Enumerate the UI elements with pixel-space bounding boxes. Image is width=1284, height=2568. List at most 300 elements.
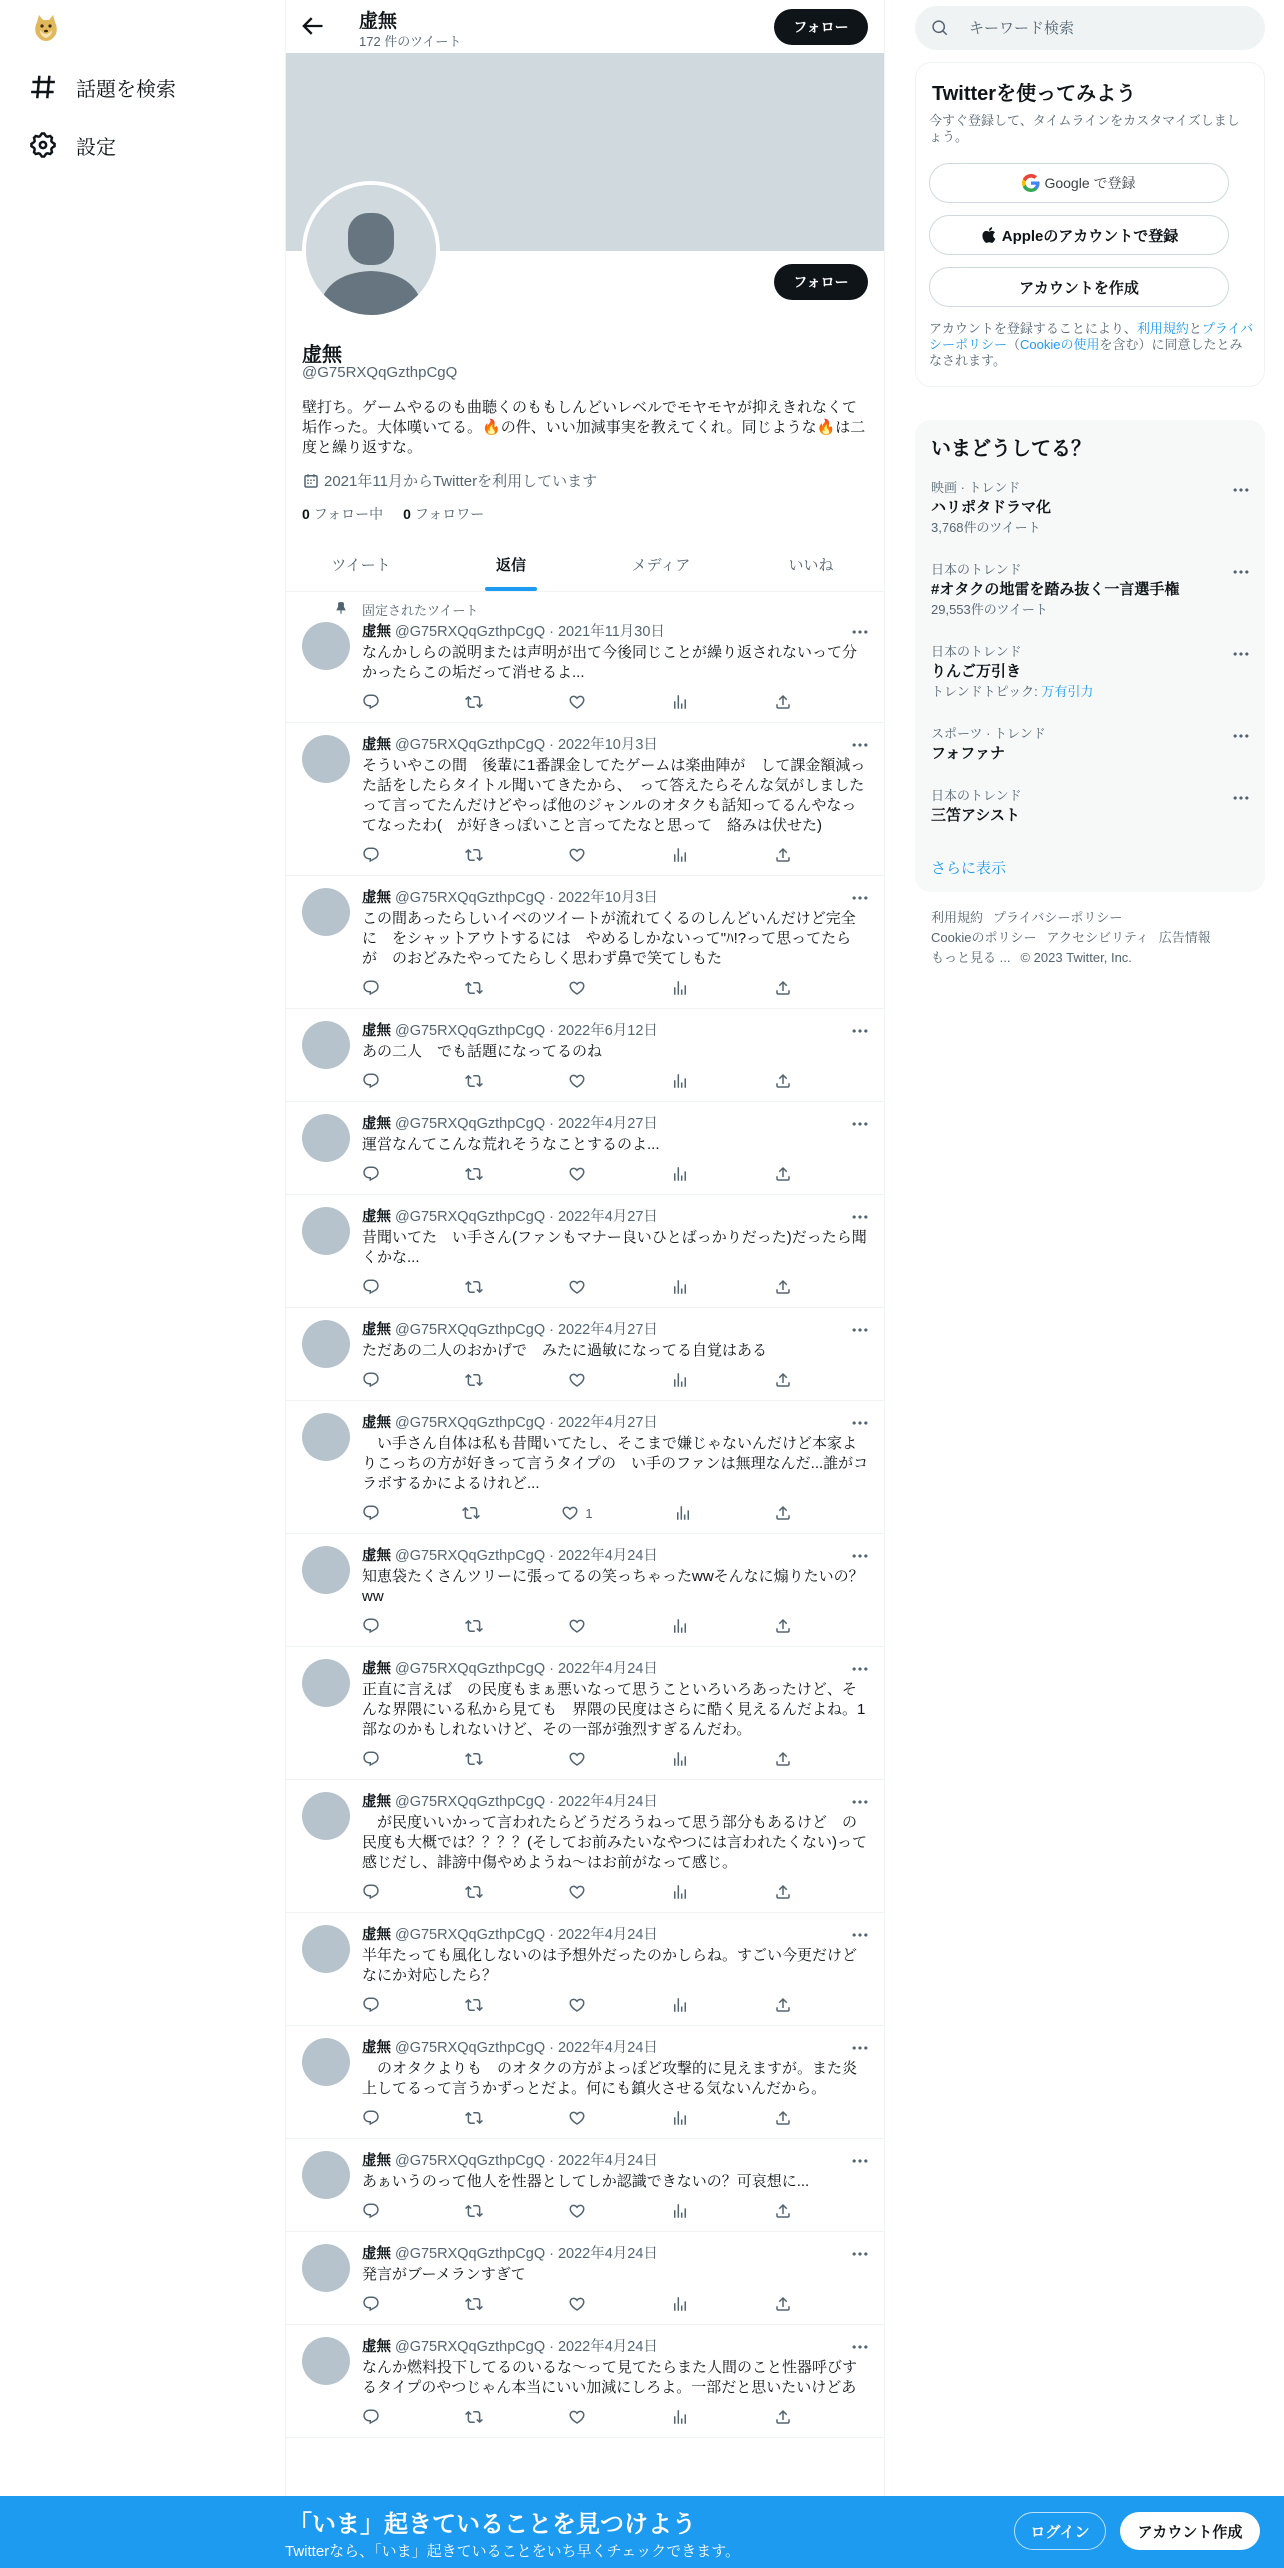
tab-media[interactable]: メディア [631, 557, 691, 574]
back-button[interactable] [298, 12, 326, 40]
retweet-icon [465, 2109, 483, 2127]
share-icon [774, 2295, 792, 2313]
tweet-date[interactable]: 2022年10月3日 [557, 737, 658, 753]
tweet[interactable] [286, 2139, 885, 2232]
tweet-header [362, 1792, 870, 1812]
tweet-date[interactable]: 2021年11月30日 [557, 624, 665, 640]
retweet-button[interactable] [465, 1882, 483, 1902]
share-button[interactable] [774, 2201, 792, 2221]
trend-item[interactable] [931, 726, 1251, 764]
signup-card [915, 62, 1265, 387]
views-button[interactable] [671, 2294, 689, 2314]
tweet-author-handle[interactable]: @G75RXQqGzthpCgQ [395, 1415, 546, 1431]
signup-title: Twitterを使ってみよう [932, 83, 1137, 105]
tweet-avatar[interactable] [302, 2337, 350, 2385]
retweet-button[interactable] [465, 1616, 483, 1636]
reply-icon [362, 2295, 380, 2313]
trend-name: #オタクの地雷を踏み抜く一言選手権 [931, 581, 1180, 598]
tab-tweets[interactable]: ツイート [331, 557, 391, 574]
views-button[interactable] [671, 692, 689, 712]
tweet-author-name[interactable]: 虚無 [362, 1415, 391, 1431]
fire-emoji-icon: 🔥 [482, 419, 501, 436]
following-count: 0 [302, 506, 310, 522]
like-button[interactable] [568, 1882, 586, 1902]
trend-name: ハリポタドラマ化 [931, 499, 1052, 516]
tweet-author-handle[interactable]: @G75RXQqGzthpCgQ [395, 1794, 546, 1810]
like-button[interactable] [568, 845, 586, 865]
like-icon [568, 693, 586, 711]
tweet-author-name[interactable]: 虚無 [362, 1927, 391, 1943]
tweet-author-name[interactable]: 虚無 [362, 1116, 391, 1132]
more-options-icon[interactable] [850, 2244, 870, 2264]
tweet-avatar[interactable] [302, 2038, 350, 2086]
reply-button[interactable] [362, 1882, 380, 1902]
views-button[interactable] [671, 2407, 689, 2427]
separator-dot: · [549, 1794, 554, 1810]
tweet-header [362, 1114, 870, 1134]
footer-links [931, 908, 1251, 968]
tweet[interactable] [286, 1195, 885, 1308]
separator-dot: · [549, 624, 554, 640]
share-button[interactable] [774, 1277, 792, 1297]
privacy-link[interactable]: プライバシーポリシー [929, 321, 1254, 352]
tweet[interactable] [286, 1009, 885, 1102]
share-button[interactable] [774, 1749, 792, 1769]
retweet-button[interactable] [465, 1277, 483, 1297]
views-button[interactable] [671, 2201, 689, 2221]
tweet-author-handle[interactable]: @G75RXQqGzthpCgQ [395, 2246, 546, 2262]
separator-dot: · [549, 1209, 554, 1225]
tweet-text: ただあの二人のおかげで みたに過敏になってる自覚はある [362, 1342, 768, 1359]
tweet-author-handle[interactable]: @G75RXQqGzthpCgQ [395, 1661, 546, 1677]
retweet-button[interactable] [465, 1370, 483, 1390]
trend-item[interactable] [931, 480, 1251, 536]
more-options-icon[interactable] [850, 2337, 870, 2357]
more-options-icon[interactable] [850, 1207, 870, 1227]
retweet-button[interactable] [465, 1071, 483, 1091]
more-options-icon[interactable] [850, 1925, 870, 1945]
more-options-icon[interactable] [850, 1659, 870, 1679]
tweet-date[interactable]: 2022年10月3日 [557, 890, 658, 906]
retweet-button[interactable] [465, 845, 483, 865]
profile-avatar[interactable] [302, 181, 440, 319]
like-icon [568, 1371, 586, 1389]
trend-more-icon[interactable] [1231, 644, 1251, 664]
separator-dot: · [549, 890, 554, 906]
retweet-button[interactable] [465, 1749, 483, 1769]
reply-button[interactable] [362, 692, 380, 712]
tweet-date[interactable]: 2022年4月24日 [557, 2339, 658, 2355]
tweet[interactable] [286, 1647, 885, 1780]
reply-button[interactable] [362, 2294, 380, 2314]
tweet-date[interactable]: 2022年6月12日 [557, 1023, 658, 1039]
tweet[interactable] [286, 1780, 885, 1913]
tweet-avatar[interactable] [302, 2244, 350, 2292]
tweet[interactable] [286, 1401, 885, 1534]
footer-terms-link[interactable]: 利用規約 [931, 910, 984, 925]
trend-more-icon[interactable] [1231, 480, 1251, 500]
tweet-actions [362, 845, 792, 865]
tweet-avatar[interactable] [302, 1320, 350, 1368]
like-button[interactable] [568, 1071, 586, 1091]
like-button[interactable] [568, 2294, 586, 2314]
footer-row [931, 928, 1251, 948]
share-button[interactable] [774, 2294, 792, 2314]
apple-signup-button[interactable] [929, 215, 1229, 255]
views-icon [671, 846, 689, 864]
like-icon [568, 979, 586, 997]
trend-context: 映画 · トレンド [931, 480, 1021, 495]
tweet-author-handle[interactable]: @G75RXQqGzthpCgQ [395, 2153, 546, 2169]
tweet-author-name[interactable]: 虚無 [362, 2246, 391, 2262]
share-button[interactable] [774, 1503, 792, 1523]
profile-header-bar [286, 0, 885, 53]
tweet-avatar[interactable] [302, 1546, 350, 1594]
separator-dot: · [549, 2153, 554, 2169]
reply-button[interactable] [362, 1616, 380, 1636]
views-icon [671, 2408, 689, 2426]
tweet-date[interactable]: 2022年4月24日 [557, 2153, 658, 2169]
share-icon [774, 1750, 792, 1768]
share-icon [774, 693, 792, 711]
retweet-button[interactable] [465, 2108, 483, 2128]
tweet-author-handle[interactable]: @G75RXQqGzthpCgQ [395, 890, 546, 906]
header-follow-button[interactable]: フォロー [774, 9, 868, 45]
tweet-date[interactable]: 2022年4月24日 [557, 2246, 658, 2262]
tweet-author-handle[interactable]: @G75RXQqGzthpCgQ [395, 1209, 546, 1225]
views-button[interactable] [671, 1277, 689, 1297]
tweet-author-name[interactable]: 虚無 [362, 624, 391, 640]
reply-icon [362, 1617, 380, 1635]
tweet-author-name[interactable]: 虚無 [362, 1661, 391, 1677]
views-button[interactable] [671, 1164, 689, 1184]
share-button[interactable] [774, 1616, 792, 1636]
like-button[interactable] [568, 1995, 586, 2015]
tweet-author-handle[interactable]: @G75RXQqGzthpCgQ [395, 2339, 546, 2355]
share-button[interactable] [774, 845, 792, 865]
tweet-actions [362, 1503, 792, 1523]
reply-icon [362, 1504, 380, 1522]
retweet-button[interactable] [465, 1164, 483, 1184]
footer-more-link[interactable]: もっと見る ... [931, 950, 1011, 965]
trend-topic-link[interactable]: 万有引力 [1041, 684, 1094, 699]
tweet-avatar[interactable] [302, 1207, 350, 1255]
nav-settings-label: 設定 [76, 136, 116, 159]
tweet-avatar[interactable] [302, 1925, 350, 1973]
tweet-date[interactable]: 2022年4月27日 [557, 1322, 658, 1338]
reply-button[interactable] [362, 1164, 380, 1184]
tweet-author-handle[interactable]: @G75RXQqGzthpCgQ [395, 1548, 546, 1564]
like-button[interactable] [568, 1749, 586, 1769]
fire-emoji-icon: 🔥 [816, 419, 836, 436]
trend-context: 日本のトレンド [931, 788, 1022, 803]
more-options-icon[interactable] [850, 1792, 870, 1812]
tweet-actions [362, 2407, 792, 2427]
tweet-header [362, 2038, 870, 2058]
more-options-icon[interactable] [850, 1021, 870, 1041]
tweet-text: が民度いいかって言われたらどうだろうねって思う部分もあるけど の民度も大概では？？？？(そしてお前みたいなやつには言われたくない)って感じだし、誹謗中傷やめようね〜はお前がなって感じ。 [362, 1814, 867, 1871]
like-button[interactable] [568, 2407, 586, 2427]
tweet-text: い手さん自体は私も昔聞いてたし、そこまで嫌じゃないんだけど本家よりこっちの方が好きって言うタイプの い手のファンは無理なんだ...誰がコラボするかによるけれど... [362, 1435, 869, 1492]
reply-button[interactable] [362, 2407, 380, 2427]
more-options-icon[interactable] [850, 2038, 870, 2058]
share-icon [774, 1278, 792, 1296]
tweet-text: なんか燃料投下してるのいるな〜って見てたらまた人間のこと性器呼びするタイプのやつじゃん本当にいい加減にしろよ。一部だと思いたいけどあ [362, 2359, 858, 2396]
tweet-actions [362, 978, 792, 998]
tweet-author-name[interactable]: 虚無 [362, 1322, 391, 1338]
nav-explore[interactable] [28, 65, 196, 109]
tweet-text: 半年たっても風化しないのは予想外だったのかしらね。すごい今更だけどなにか対応したら？ [362, 1947, 858, 1984]
reply-button[interactable] [362, 2108, 380, 2128]
hashtag-icon [28, 72, 58, 102]
reply-button[interactable] [362, 1995, 380, 2015]
tweet-text: 知恵袋たくさんツリーに張ってるの笑っちゃったwwそんなに煽りたいの？ww [362, 1568, 864, 1605]
tweet-avatar[interactable] [302, 1659, 350, 1707]
footer-accessibility-link[interactable]: アクセシビリティ [1046, 930, 1149, 945]
terms-link[interactable]: 利用規約 [1136, 321, 1189, 336]
tweet[interactable] [286, 1102, 885, 1195]
share-button[interactable] [774, 692, 792, 712]
tab-likes[interactable]: いいね [788, 557, 834, 574]
signup-button[interactable]: アカウント作成 [1120, 2512, 1260, 2550]
reply-button[interactable] [362, 1370, 380, 1390]
tweet-author-name[interactable]: 虚無 [362, 1209, 391, 1225]
views-icon [671, 979, 689, 997]
reply-icon [362, 693, 380, 711]
reply-icon [362, 1072, 380, 1090]
more-options-icon[interactable] [850, 735, 870, 755]
views-button[interactable] [671, 845, 689, 865]
tweet-author-handle[interactable]: @G75RXQqGzthpCgQ [395, 1116, 546, 1132]
like-button[interactable] [568, 1616, 586, 1636]
followers-count: 0 [403, 506, 411, 522]
following-label: フォロー中 [313, 506, 384, 522]
more-options-icon[interactable] [850, 2151, 870, 2171]
trend-more-icon[interactable] [1231, 788, 1251, 808]
share-icon [774, 846, 792, 864]
doge-logo-icon[interactable] [30, 12, 62, 44]
nav-settings[interactable] [28, 123, 136, 167]
more-options-icon[interactable] [850, 888, 870, 908]
views-button[interactable] [671, 1370, 689, 1390]
retweet-button[interactable] [465, 692, 483, 712]
retweet-icon [465, 1165, 483, 1183]
reply-icon [362, 2109, 380, 2127]
reply-button[interactable] [362, 1749, 380, 1769]
tweet-avatar[interactable] [302, 1413, 350, 1461]
tweet-avatar[interactable] [302, 888, 350, 936]
search-box [915, 6, 1265, 50]
cookie-link[interactable]: Cookieの使用 [1020, 337, 1100, 352]
tweet-header [362, 1207, 870, 1227]
tweet[interactable] [286, 2026, 885, 2139]
like-icon [568, 1072, 586, 1090]
tweet-header [362, 2337, 870, 2357]
like-button[interactable] [568, 978, 586, 998]
like-button[interactable] [568, 1370, 586, 1390]
tweet-header [362, 735, 870, 755]
following-link[interactable] [302, 504, 383, 524]
tweet-date[interactable]: 2022年4月24日 [557, 1794, 658, 1810]
tweet-author-handle[interactable]: @G75RXQqGzthpCgQ [395, 2040, 546, 2056]
reply-button[interactable] [362, 978, 380, 998]
tweet[interactable] [286, 723, 885, 876]
views-button[interactable] [671, 1995, 689, 2015]
share-icon [774, 1617, 792, 1635]
pin-icon [334, 601, 348, 615]
share-button[interactable] [774, 2407, 792, 2427]
like-button[interactable] [568, 692, 586, 712]
trend-item[interactable] [931, 788, 1251, 826]
views-icon [671, 2202, 689, 2220]
views-button[interactable] [671, 1749, 689, 1769]
views-icon [674, 1504, 692, 1522]
tweet-date[interactable]: 2022年4月27日 [557, 1116, 658, 1132]
tweet-author-handle[interactable]: @G75RXQqGzthpCgQ [395, 1023, 546, 1039]
like-button[interactable] [568, 2201, 586, 2221]
create-account-button[interactable]: アカウントを作成 [929, 267, 1229, 307]
views-button[interactable] [674, 1503, 692, 1523]
tweet-avatar[interactable] [302, 1792, 350, 1840]
more-options-icon[interactable] [850, 1546, 870, 1566]
tweet-avatar[interactable] [302, 735, 350, 783]
tweet-avatar[interactable] [302, 622, 350, 670]
tweet-text: この間あったらしいイベのツイートが流れてくるのしんどいんだけど完全に をシャットアウトするには やめるしかないって"ﾊ!?って思ってたら が のおどみたやってたらしく思わず鼻で笑てしもた [362, 910, 867, 967]
trend-item[interactable] [931, 644, 1251, 700]
tweet-date[interactable]: 2022年4月27日 [557, 1209, 658, 1225]
search-input[interactable] [969, 20, 1229, 37]
views-button[interactable] [671, 1882, 689, 1902]
footer-privacy-link[interactable]: プライバシーポリシー [993, 910, 1123, 925]
profile-follow-button[interactable]: フォロー [774, 264, 868, 300]
retweet-button[interactable] [465, 1995, 483, 2015]
footer-ads-link[interactable]: 広告情報 [1158, 930, 1211, 945]
tweet-text: のオタクよりも のオタクの方がよっぽど攻撃的に見えますが。また炎上してるって言うかずっとだよ。何にも鎮火させる気ないんだから。 [362, 2060, 858, 2097]
share-button[interactable] [774, 1370, 792, 1390]
tweet-author-name[interactable]: 虚無 [362, 1794, 391, 1810]
tweet-author-handle[interactable]: @G75RXQqGzthpCgQ [395, 1927, 546, 1943]
tweet[interactable] [286, 876, 885, 1009]
tweet-author-name[interactable]: 虚無 [362, 2153, 391, 2169]
profile-bio [302, 398, 870, 458]
tweet-date[interactable]: 2022年4月27日 [557, 1415, 658, 1431]
tweet-author-name[interactable]: 虚無 [362, 737, 391, 753]
share-button[interactable] [774, 978, 792, 998]
reply-button[interactable] [362, 2201, 380, 2221]
like-button[interactable] [568, 2108, 586, 2128]
tweet-date[interactable]: 2022年4月24日 [557, 1927, 658, 1943]
retweet-button[interactable] [465, 978, 483, 998]
tweet-avatar[interactable] [302, 1114, 350, 1162]
tweet-header [362, 1413, 870, 1433]
retweet-button[interactable] [462, 1503, 480, 1523]
views-button[interactable] [671, 978, 689, 998]
tweet[interactable] [286, 2232, 885, 2325]
more-options-icon[interactable] [850, 1320, 870, 1340]
tweet[interactable] [286, 1308, 885, 1401]
views-button[interactable] [671, 2108, 689, 2128]
more-options-icon[interactable] [850, 1114, 870, 1134]
tweet[interactable] [286, 1913, 885, 2026]
tweet-author-handle[interactable]: @G75RXQqGzthpCgQ [395, 737, 546, 753]
tweet-author-name[interactable]: 虚無 [362, 1023, 391, 1039]
reply-button[interactable] [362, 845, 380, 865]
like-icon [568, 2109, 586, 2127]
like-button[interactable] [568, 1164, 586, 1184]
tweet-actions [362, 1995, 792, 2015]
share-button[interactable] [774, 1164, 792, 1184]
separator-dot: · [549, 1116, 554, 1132]
gear-icon [28, 130, 58, 160]
trend-more-icon[interactable] [1231, 562, 1251, 582]
footer-cookie-link[interactable]: Cookieのポリシー [931, 930, 1037, 945]
tweet-avatar[interactable] [302, 1021, 350, 1069]
views-button[interactable] [671, 1616, 689, 1636]
login-button[interactable]: ログイン [1014, 2512, 1106, 2550]
trend-item[interactable] [931, 562, 1251, 618]
share-button[interactable] [774, 1995, 792, 2015]
tweet-actions [362, 1277, 792, 1297]
share-icon [774, 1504, 792, 1522]
tweet-avatar[interactable] [302, 2151, 350, 2199]
retweet-button[interactable] [465, 2407, 483, 2427]
tweet-author-handle[interactable]: @G75RXQqGzthpCgQ [395, 1322, 546, 1338]
tweet-date[interactable]: 2022年4月24日 [557, 1548, 658, 1564]
reply-button[interactable] [362, 1503, 380, 1523]
tweet-text: 発言がブーメランすぎて [362, 2266, 526, 2283]
trends-show-more-link[interactable]: さらに表示 [931, 860, 1007, 877]
legal-text: アカウントを登録することにより、 [929, 321, 1137, 336]
tweet-header [362, 1320, 870, 1340]
footer-copyright: © 2023 Twitter, Inc. [1020, 950, 1132, 965]
retweet-button[interactable] [465, 2201, 483, 2221]
tweet-author-name[interactable]: 虚無 [362, 1548, 391, 1564]
tweet[interactable] [286, 592, 885, 723]
views-button[interactable] [671, 1071, 689, 1091]
tweet-author-handle[interactable]: @G75RXQqGzthpCgQ [395, 624, 546, 640]
tweet-author-name[interactable]: 虚無 [362, 2339, 391, 2355]
tweet[interactable] [286, 1534, 885, 1647]
tweet-author-name[interactable]: 虚無 [362, 890, 391, 906]
pinned-text: 固定されたツイート [362, 603, 479, 618]
tweet-date[interactable]: 2022年4月24日 [557, 2040, 658, 2056]
like-icon [561, 1504, 579, 1522]
like-icon [568, 1278, 586, 1296]
like-button[interactable] [568, 1277, 586, 1297]
share-button[interactable] [774, 1071, 792, 1091]
tweet-author-name[interactable]: 虚無 [362, 2040, 391, 2056]
tweet-date[interactable]: 2022年4月24日 [557, 1661, 658, 1677]
header-profile-name: 虚無 [359, 11, 398, 32]
like-icon [568, 846, 586, 864]
calendar-icon [302, 472, 320, 490]
google-signup-button[interactable] [929, 163, 1229, 203]
like-button[interactable] [561, 1503, 592, 1523]
retweet-button[interactable] [465, 2294, 483, 2314]
share-button[interactable] [774, 2108, 792, 2128]
reply-button[interactable] [362, 1277, 380, 1297]
followers-link[interactable] [403, 504, 484, 524]
reply-button[interactable] [362, 1071, 380, 1091]
trend-name: フォファナ [931, 745, 1005, 762]
more-options-icon[interactable] [850, 622, 870, 642]
tweet[interactable] [286, 2325, 885, 2438]
more-options-icon[interactable] [850, 1413, 870, 1433]
trend-more-icon[interactable] [1231, 726, 1251, 746]
views-icon [671, 2295, 689, 2313]
share-button[interactable] [774, 1882, 792, 1902]
tab-replies[interactable]: 返信 [436, 538, 586, 591]
